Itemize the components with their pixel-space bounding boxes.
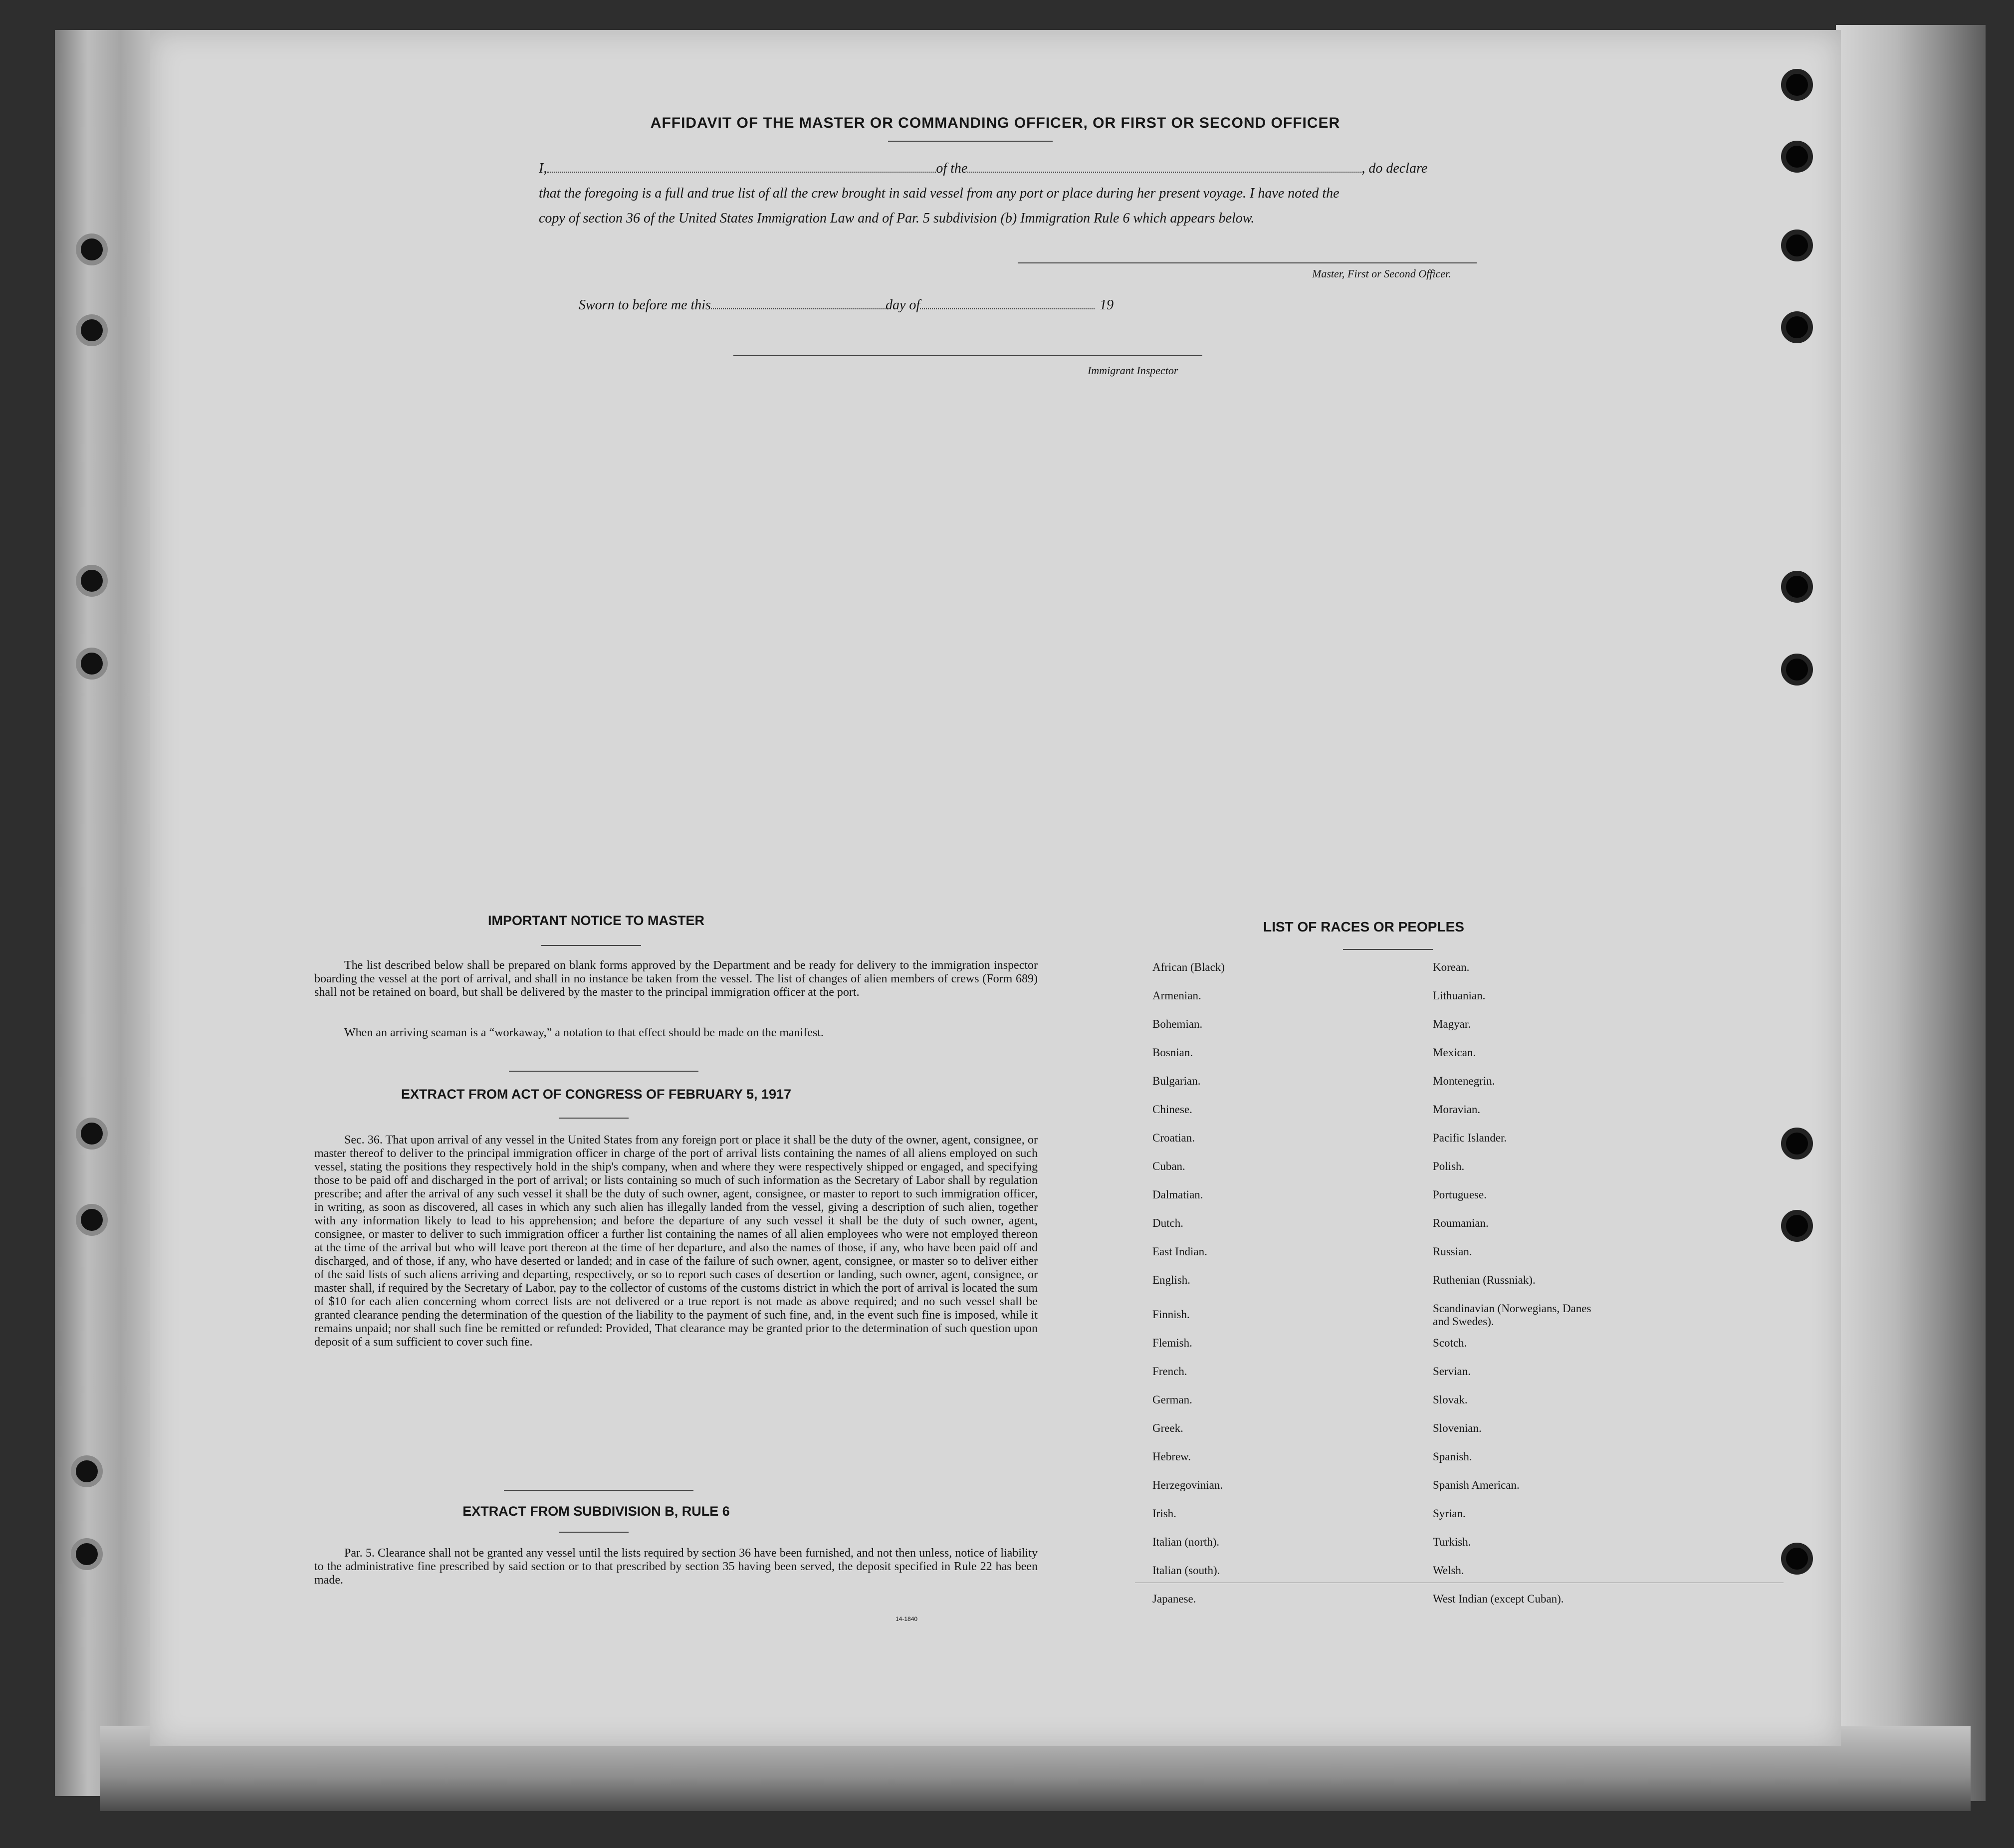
race-list-item: Italian (north). bbox=[1152, 1536, 1220, 1548]
race-list-item: Magyar. bbox=[1433, 1018, 1471, 1030]
race-list-item: Moravian. bbox=[1433, 1103, 1481, 1116]
notice-paragraph-1: The list described below shall be prepared on blank forms approved by the Department and be ready for delivery to the immigration inspector boarding the vessel at the port of arrival, and shall in no instance be taken from the vessel. The list of changes of alien members of crews (Form 689) shall not be retained on board, but shall be delivered by the master to the principal immigration officer at the port. bbox=[314, 959, 1038, 999]
sworn-line bbox=[579, 297, 1114, 313]
race-list-item: Slovenian. bbox=[1433, 1422, 1482, 1434]
extract-act-title: EXTRACT FROM ACT OF CONGRESS OF FEBRUARY 5, 1917 bbox=[401, 1087, 792, 1102]
binder-hole-icon bbox=[71, 1455, 103, 1487]
race-list-item: Montenegrin. bbox=[1433, 1075, 1495, 1087]
sworn-day-field[interactable] bbox=[711, 297, 886, 309]
races-left-column bbox=[1152, 961, 1402, 1659]
race-list-item: German. bbox=[1152, 1393, 1192, 1406]
vessel-prefix: of the bbox=[936, 161, 968, 176]
race-list-item: Finnish. bbox=[1152, 1308, 1190, 1321]
notice-title: IMPORTANT NOTICE TO MASTER bbox=[488, 913, 704, 928]
race-list-item: Mexican. bbox=[1433, 1046, 1476, 1059]
race-list-item: Ruthenian (Russniak). bbox=[1433, 1274, 1536, 1286]
races-right-column bbox=[1433, 961, 1752, 1659]
race-list-item: Korean. bbox=[1433, 961, 1470, 973]
extract-act-text: Sec. 36. That upon arrival of any vessel in the United States from any foreign port or place it shall be the duty of the owner, agent, consignee, or master thereof to deliver to the principal immigration officer in charge of the port of arrival lists containing the names of all aliens employed on such vessel, stating the positions they respectively hold in the ship's company, when and where they were respectively shipped or engaged, and specifying those to be paid off and discharged in the port of arrival; or lists containing so much of such information as the Secretary of Labor shall by regulation prescribe; and after the arrival of any such vessel it shall be the duty of such owner, agent, consignee, or master to report to such immigration officer, in writing, as soon as discovered, all cases in which any such alien has illegally landed from the vessel, giving a description of such alien, together with any information likely to lead to his apprehension; and before the departure of any such vessel it shall be the duty of such owner, agent, consignee, or master to deliver to such immigration officer a further list containing the names of all alien employees who were not employed thereon at the time of the arrival but who will leave port thereon at the time of her departure, and also the names of those, if any, who have been paid off and discharged, and of those, if any, who have deserted or landed; and in case of the failure of such owner, agent, consignee, or master so to deliver either of the said lists of such aliens arriving and departing, respectively, or so to report such cases of desertion or landing, such owner, agent, consignee, or master shall, if required by the Secretary of Labor, pay to the collector of customs of the customs district in which the port of arrival is located the sum of $10 for each alien concerning whom correct lists are not delivered or a true report is not made as above required; and no such vessel shall be granted clearance pending the determination of the question of the liability to the payment of such fine, and, in the event such fine is imposed, while it remains unpaid; nor shall such fine be remitted or refunded: Provided, That clearance may be granted prior to the determination of such question upon deposit of a sum sufficient to cover such fine. bbox=[314, 1134, 1038, 1349]
form-number: 14-1840 bbox=[895, 1616, 918, 1622]
race-list-item: Bosnian. bbox=[1152, 1046, 1193, 1059]
binder-hole-icon bbox=[76, 1118, 108, 1150]
binder-hole-icon bbox=[1781, 571, 1813, 603]
right-page-edges bbox=[1836, 25, 1986, 1801]
races-title: LIST OF RACES OR PEOPLES bbox=[1263, 919, 1464, 934]
race-list-item: Japanese. bbox=[1152, 1593, 1196, 1605]
race-list-item: Bulgarian. bbox=[1152, 1075, 1201, 1087]
sworn-year-prefix: 19 bbox=[1100, 297, 1114, 313]
divider bbox=[541, 945, 641, 946]
binder-hole-icon bbox=[76, 1204, 108, 1236]
affidavit-line-3: copy of section 36 of the United States Immigration Law and of Par. 5 subdivision (b) Immigration Rule 6 which appears below. bbox=[539, 211, 1255, 226]
binder-hole-icon bbox=[1781, 1210, 1813, 1242]
vessel-name-field[interactable] bbox=[967, 161, 1361, 173]
declarant-prefix: I, bbox=[539, 161, 547, 176]
race-list-item: Spanish American. bbox=[1433, 1479, 1520, 1491]
binder-hole-icon bbox=[1781, 1543, 1813, 1575]
race-list-item: Herzegovinian. bbox=[1152, 1479, 1223, 1491]
race-list-item: Hebrew. bbox=[1152, 1450, 1191, 1463]
affidavit-title: AFFIDAVIT OF THE MASTER OR COMMANDING OFFICER, OR FIRST OR SECOND OFFICER bbox=[650, 115, 1341, 131]
inspector-signature-line[interactable] bbox=[733, 355, 1202, 356]
divider bbox=[504, 1490, 693, 1491]
race-list-item: Flemish. bbox=[1152, 1337, 1192, 1349]
sworn-month-field[interactable] bbox=[920, 297, 1095, 309]
divider bbox=[559, 1532, 629, 1533]
binder-hole-icon bbox=[76, 314, 108, 346]
race-list-item: Pacific Islander. bbox=[1433, 1132, 1507, 1144]
race-list-item: Bohemian. bbox=[1152, 1018, 1203, 1030]
left-page-edge bbox=[55, 30, 165, 1796]
sworn-month-prefix: day of bbox=[885, 297, 920, 313]
race-list-item: Scotch. bbox=[1433, 1337, 1467, 1349]
binder-hole-icon bbox=[76, 648, 108, 680]
affidavit-line-2: that the foregoing is a full and true list of all the crew brought in said vessel from any port or place during her present voyage. I have noted the bbox=[539, 186, 1340, 201]
affidavit-declaration-line bbox=[539, 161, 1502, 177]
divider bbox=[559, 1118, 629, 1119]
sworn-prefix: Sworn to before me this bbox=[579, 297, 711, 313]
race-list-item: Dalmatian. bbox=[1152, 1188, 1203, 1201]
race-list-item: Italian (south). bbox=[1152, 1564, 1220, 1577]
race-list-item: West Indian (except Cuban). bbox=[1433, 1593, 1564, 1605]
divider bbox=[1343, 949, 1433, 950]
race-list-item: Portuguese. bbox=[1433, 1188, 1487, 1201]
binder-hole-icon bbox=[1781, 1128, 1813, 1159]
inspector-signature-label: Immigrant Inspector bbox=[1088, 364, 1178, 377]
race-list-item: Russian. bbox=[1433, 1245, 1472, 1258]
race-list-item: French. bbox=[1152, 1365, 1187, 1378]
binder-hole-icon bbox=[1781, 311, 1813, 343]
race-list-item: Welsh. bbox=[1433, 1564, 1464, 1577]
divider bbox=[888, 141, 1053, 142]
binder-hole-icon bbox=[1781, 69, 1813, 101]
notice-paragraph-2: When an arriving seaman is a “workaway,” a notation to that effect should be made on the manifest. bbox=[344, 1026, 824, 1039]
race-list-item: Irish. bbox=[1152, 1507, 1176, 1520]
binder-hole-icon bbox=[1781, 141, 1813, 173]
race-list-item: Syrian. bbox=[1433, 1507, 1466, 1520]
extract-rule-text: Par. 5. Clearance shall not be granted any vessel until the lists required by section 36 have been furnished, and not then unless, notice of liability to the administrative fine prescribed by said section or to that prescribed by section 35 having been served, the deposit specified in Rule 22 has been made. bbox=[314, 1547, 1038, 1587]
race-list-item: Turkish. bbox=[1433, 1536, 1471, 1548]
race-list-item: Polish. bbox=[1433, 1160, 1465, 1172]
race-list-item: East Indian. bbox=[1152, 1245, 1207, 1258]
master-signature-label: Master, First or Second Officer. bbox=[1312, 267, 1451, 280]
manifest-back-page bbox=[150, 30, 1841, 1746]
declarant-name-field[interactable] bbox=[547, 161, 936, 173]
binder-hole-icon bbox=[1781, 230, 1813, 261]
race-list-item: Roumanian. bbox=[1433, 1217, 1489, 1229]
race-list-item: Armenian. bbox=[1152, 989, 1201, 1002]
divider bbox=[509, 1071, 698, 1072]
race-list-item: Greek. bbox=[1152, 1422, 1183, 1434]
race-list-item: Slovak. bbox=[1433, 1393, 1468, 1406]
master-signature-line[interactable] bbox=[1018, 262, 1477, 263]
race-list-item: Cuban. bbox=[1152, 1160, 1185, 1172]
binder-hole-icon bbox=[71, 1538, 103, 1570]
race-list-item: Servian. bbox=[1433, 1365, 1471, 1378]
race-list-item: Lithuanian. bbox=[1433, 989, 1486, 1002]
race-list-item: African (Black) bbox=[1152, 961, 1225, 973]
race-list-item: English. bbox=[1152, 1274, 1191, 1286]
race-list-item: Chinese. bbox=[1152, 1103, 1192, 1116]
binder-hole-icon bbox=[76, 565, 108, 597]
race-list-item: Scandinavian (Norwegians, Danes and Swedes). bbox=[1433, 1302, 1591, 1328]
extract-rule-title: EXTRACT FROM SUBDIVISION B, RULE 6 bbox=[462, 1504, 730, 1519]
binder-hole-icon bbox=[76, 233, 108, 265]
binder-hole-icon bbox=[1781, 654, 1813, 686]
race-list-item: Spanish. bbox=[1433, 1450, 1472, 1463]
declaration-suffix: , do declare bbox=[1361, 161, 1428, 176]
race-list-item: Croatian. bbox=[1152, 1132, 1195, 1144]
race-list-item: Dutch. bbox=[1152, 1217, 1183, 1229]
